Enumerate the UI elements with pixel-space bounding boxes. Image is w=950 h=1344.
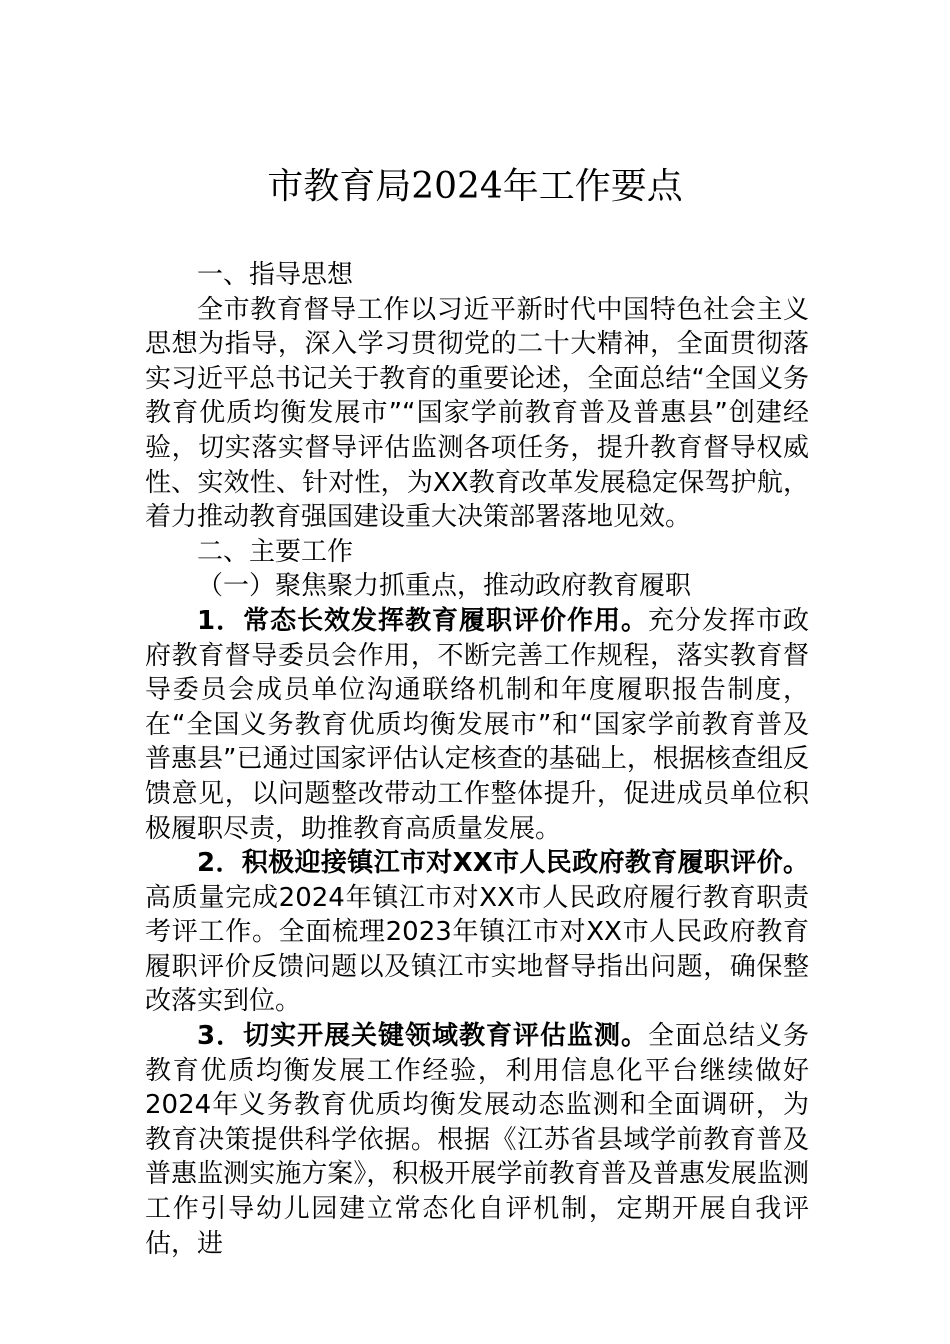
subsection-heading-1: （一）聚焦聚力抓重点，推动政府教育履职 — [197, 571, 692, 602]
item-1-lead: 1．常态长效发挥教育履职评价作用。 — [197, 605, 649, 636]
paragraph-guiding-ideology: 全市教育督导工作以习近平新时代中国特色社会主义思想为指导，深入学习贯彻党的二十大精神，全面贯彻落实习近平总书记关于教育的重要论述，全面总结“全国义务教育优质均衡发展市”“国家学前教育普及普惠县”创建经验，切实落实督导评估监测各项任务，提升教育督导权威性、实效性、针对性，为XX教育改革发展稳定保驾护航，着力推动教育强国建设重大决策部署落地见效。 — [145, 294, 809, 533]
item-2-lead: 2．积极迎接镇江市对XX市人民政府教育履职评价。 — [197, 848, 809, 879]
section-heading-main-work: 二、主要工作 — [197, 536, 354, 567]
document-title: 市教育局2024年工作要点 — [267, 166, 683, 207]
paragraph-item-2 — [145, 846, 809, 1019]
paragraph-item-3 — [145, 1019, 809, 1261]
item-3-body: 全面总结义务教育优质均衡发展工作经验，利用信息化平台继续做好2024年义务教育优质均衡发展动态监测和全面调研，为教育决策提供科学依据。根据《江苏省县域学前教育普及普惠监测实施方案》，积极开展学前教育普及普惠发展监测工作引导幼儿园建立常态化自评机制，定期开展自我评估，进 — [145, 1021, 809, 1259]
document-body — [145, 258, 809, 1261]
item-2-body: 高质量完成2024年镇江市对XX市人民政府履行教育职责考评工作。全面梳理2023年镇江市对XX市人民政府教育履职评价反馈问题以及镇江市实地督导指出问题，确保整改落实到位。 — [145, 882, 809, 1017]
item-1-body: 充分发挥市政府教育督导委员会作用，不断完善工作规程，落实教育督导委员会成员单位沟通联络机制和年度履职报告制度，在“全国义务教育优质均衡发展市”和“国家学前教育普及普惠县”已通过国家评估认定核查的基础上，根据核查组反馈意见，以问题整改带动工作整体提升，促进成员单位积极履职尽责，助推教育高质量发展。 — [145, 605, 809, 844]
item-3-lead: 3．切实开展关键领域教育评估监测。 — [197, 1021, 649, 1052]
paragraph-item-1 — [145, 604, 809, 846]
section-heading-guiding-ideology: 一、指导思想 — [197, 260, 354, 290]
